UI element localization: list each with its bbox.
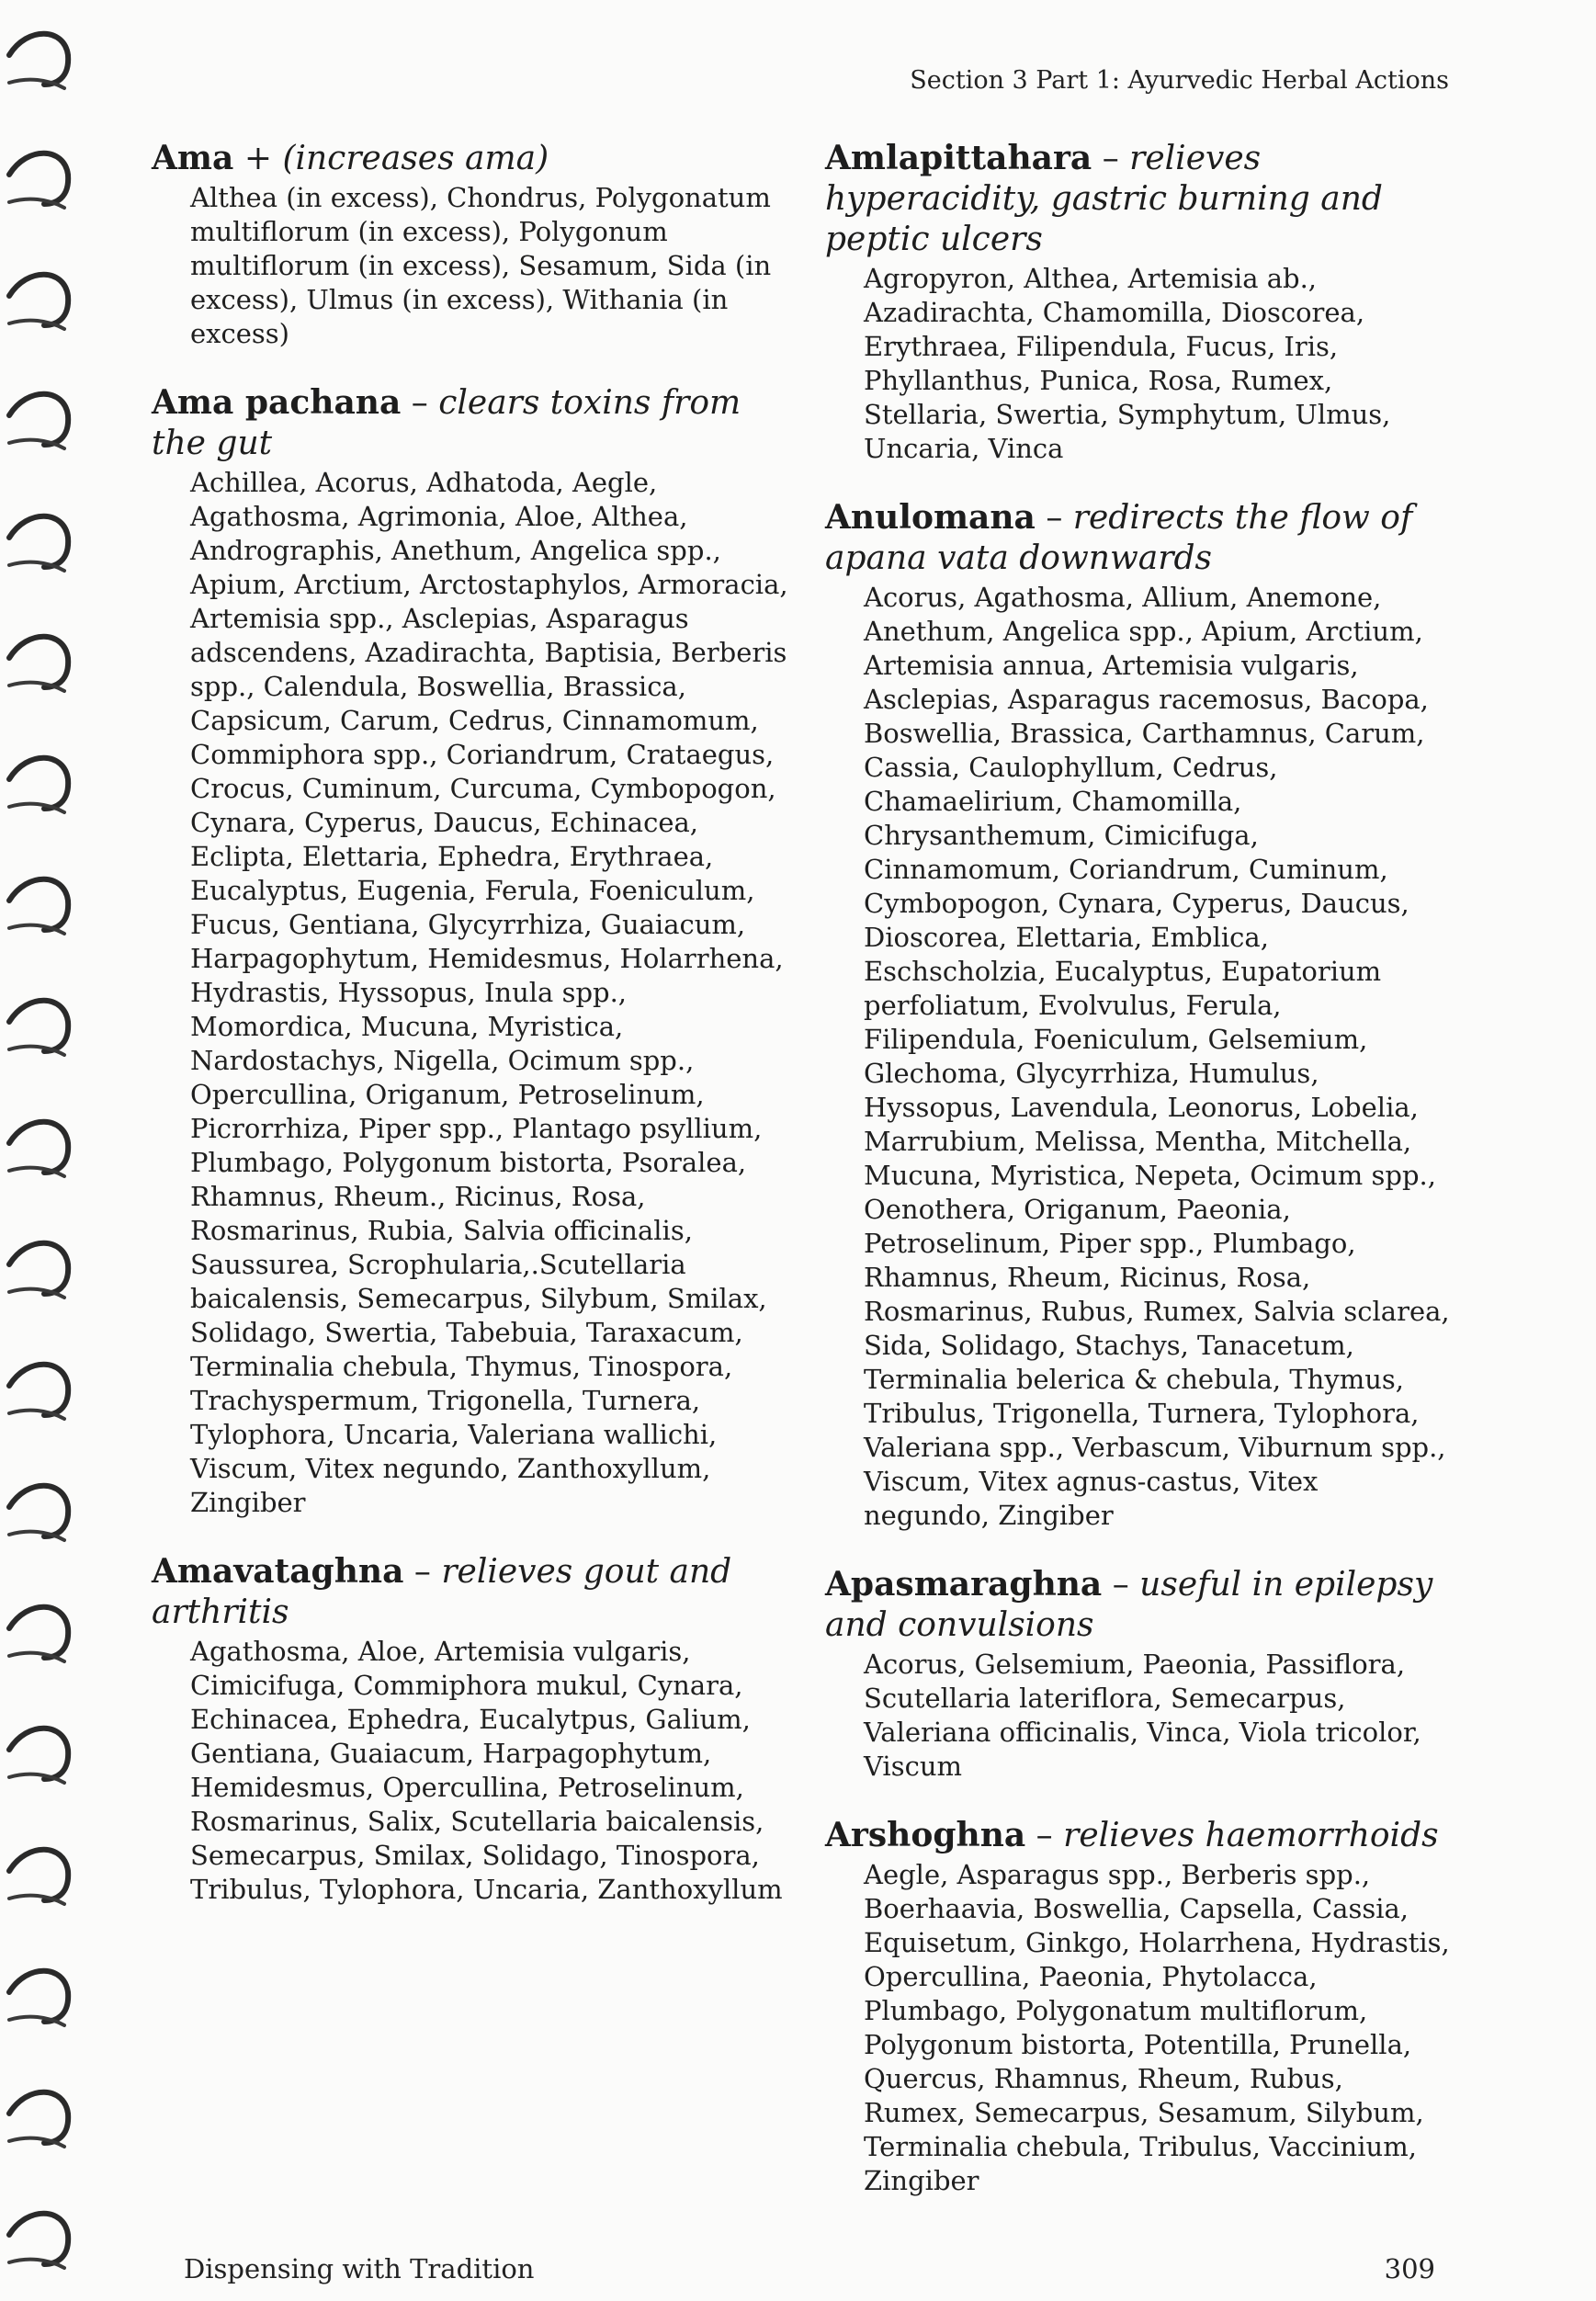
entry-term: Arshoghna [825, 1816, 1026, 1854]
entry-separator: – [1102, 140, 1119, 177]
entry-heading [825, 497, 1450, 579]
section-header: Section 3 Part 1: Ayurvedic Herbal Actions [910, 66, 1449, 95]
entry-heading [152, 138, 795, 179]
entry-ama [152, 138, 795, 351]
entry-description: redirects the flow of apana vata downwards [825, 499, 1413, 577]
footer-page-number: 309 [1384, 2253, 1435, 2284]
entry-heading [825, 1564, 1450, 1646]
entry-description: relieves haemorrhoids [1063, 1817, 1439, 1854]
entry-separator: – [1046, 499, 1063, 537]
entry-description: (increases ama) [282, 140, 549, 177]
entry-herb-list: Achillea, Acorus, Adhatoda, Aegle, Agathosma, Agrimonia, Aloe, Althea, Andrographis, Anethum, Angelica spp., Apium, Arctium, Arctostaphylos, Armoracia, Artemisia spp., Asclepias, Asparagus adscendens, Azadirachta, Baptisia, Berberis spp., Calendula, Boswellia, Brassica, Capsicum, Carum, Cedrus, Cinnamomum, Commiphora spp., Coriandrum, Crataegus, Crocus, Cuminum, Curcuma, Cymbopogon, Cynara, Cyperus, Daucus, Echinacea, Eclipta, Elettaria, Ephedra, Erythraea, Eucalyptus, Eugenia, Ferula, Foeniculum, Fucus, Gentiana, Glycyrrhiza, Guaiacum, Harpagophytum, Hemidesmus, Holarrhena, Hydrastis, Hyssopus, Inula spp., Momordica, Mucuna, Myristica, Nardostachys, Nigella, Ocimum spp., Opercullina, Origanum, Petroselinum, Picrorrhiza, Piper spp., Plantago psyllium, Plumbago, Polygonum bistorta, Psoralea, Rhamnus, Rheum., Ricinus, Rosa, Rosmarinus, Rubia, Salvia officinalis, Saussurea, Scrophularia,.Scutellaria baicalensis, Semecarpus, Silybum, Smilax, Solidago, Swertia, Tabebuia, Taraxacum, Terminalia chebula, Thymus, Tinospora, Trachyspermum, Trigonella, Turnera, Tylophora, Uncaria, Valeriana wallichi, Viscum, Vitex negundo, Zanthoxyllum, Zingiber [190, 467, 788, 1518]
entry-term: Anulomana [825, 498, 1036, 537]
spiral-binding-icon [0, 0, 92, 2297]
entry-arshoghna [825, 1815, 1450, 2198]
entry-herb-list: Agathosma, Aloe, Artemisia vulgaris, Cimicifuga, Commiphora mukul, Cynara, Echinacea, Ephedra, Eucalytpus, Galium, Gentiana, Guaiacum, Harpagophytum, Hemidesmus, Opercullina, Petroselinum, Rosmarinus, Salix, Scutellaria baicalensis, Semecarpus, Smilax, Solidago, Tinospora, Tribulus, Tylophora, Uncaria, Zanthoxyllum [190, 1636, 783, 1905]
entry-heading [825, 1815, 1450, 1856]
entry-term: Amavataghna [152, 1552, 404, 1591]
spiral-binding [0, 0, 92, 2297]
entry-heading [152, 382, 795, 464]
entry-heading [825, 138, 1450, 260]
entry-herb-list: Acorus, Gelsemium, Paeonia, Passiflora, Scutellaria lateriflora, Semecarpus, Valeriana officinalis, Vinca, Viola tricolor, Viscum [864, 1649, 1421, 1782]
entry-separator: – [411, 384, 428, 422]
entry-term: Apasmaraghna [825, 1565, 1103, 1604]
entry-description: relieves hyperacidity, gastric burning and peptic ulcers [825, 140, 1383, 258]
left-column [152, 138, 795, 1938]
entry-heading [152, 1551, 795, 1633]
footer-book-title: Dispensing with Tradition [184, 2253, 535, 2284]
entry-description: relieves gout and arthritis [152, 1553, 732, 1631]
entry-separator: – [413, 1553, 431, 1591]
entry-ama-pachana [152, 382, 795, 1520]
entry-separator: – [1112, 1566, 1129, 1604]
entry-separator: + [243, 140, 272, 177]
entry-herb-list: Althea (in excess), Chondrus, Polygonatum multiflorum (in excess), Polygonum multiflorum (in excess), Sesamum, Sida (in excess), Ulmus (in excess), Withania (in excess) [190, 182, 772, 349]
entry-term: Amlapittahara [825, 139, 1092, 177]
entry-apasmaraghna [825, 1564, 1450, 1784]
entry-anulomana [825, 497, 1450, 1533]
entry-herb-list: Aegle, Asparagus spp., Berberis spp., Boerhaavia, Boswellia, Capsella, Cassia, Equisetum, Ginkgo, Holarrhena, Hydrastis, Opercullina, Paeonia, Phytolacca, Plumbago, Polygonatum multiflorum, Polygonum bistorta, Potentilla, Prunella, Quercus, Rhamnus, Rheum, Rubus, Rumex, Semecarpus, Sesamum, Silybum, Terminalia chebula, Tribulus, Vaccinium, Zingiber [864, 1859, 1450, 2196]
entry-herb-list: Acorus, Agathosma, Allium, Anemone, Anethum, Angelica spp., Apium, Arctium, Artemisia annua, Artemisia vulgaris, Asclepias, Asparagus racemosus, Bacopa, Boswellia, Brassica, Carthamnus, Carum, Cassia, Caulophyllum, Cedrus, Chamaelirium, Chamomilla, Chrysanthemum, Cimicifuga, Cinnamomum, Coriandrum, Cuminum, Cymbopogon, Cynara, Cyperus, Daucus, Dioscorea, Elettaria, Emblica, Eschscholzia, Eucalyptus, Eupatorium perfoliatum, Evolvulus, Ferula, Filipendula, Foeniculum, Gelsemium, Glechoma, Glycyrrhiza, Humulus, Hyssopus, Lavendula, Leonorus, Lobelia, Marrubium, Melissa, Mentha, Mitchella, Mucuna, Myristica, Nepeta, Ocimum spp., Oenothera, Origanum, Paeonia, Petroselinum, Piper spp., Plumbago, Rhamnus, Rheum, Ricinus, Rosa, Rosmarinus, Rubus, Rumex, Salvia sclarea, Sida, Solidago, Stachys, Tanacetum, Terminalia belerica & chebula, Thymus, Tribulus, Trigonella, Turnera, Tylophora, Valeriana spp., Verbascum, Viburnum spp., Viscum, Vitex agnus-castus, Vitex negundo, Zingiber [864, 582, 1450, 1531]
entry-description: clears toxins from the gut [152, 384, 741, 462]
entry-term: Ama pachana [152, 383, 402, 422]
entry-amavataghna [152, 1551, 795, 1907]
entry-amlapittahara [825, 138, 1450, 466]
entry-description: useful in epilepsy and convulsions [825, 1566, 1433, 1644]
entry-separator: – [1036, 1817, 1053, 1854]
right-column [825, 138, 1450, 2229]
entry-herb-list: Agropyron, Althea, Artemisia ab., Azadirachta, Chamomilla, Dioscorea, Erythraea, Filipendula, Fucus, Iris, Phyllanthus, Punica, Rosa, Rumex, Stellaria, Swertia, Symphytum, Ulmus, Uncaria, Vinca [864, 263, 1391, 464]
entry-term: Ama [152, 139, 234, 177]
